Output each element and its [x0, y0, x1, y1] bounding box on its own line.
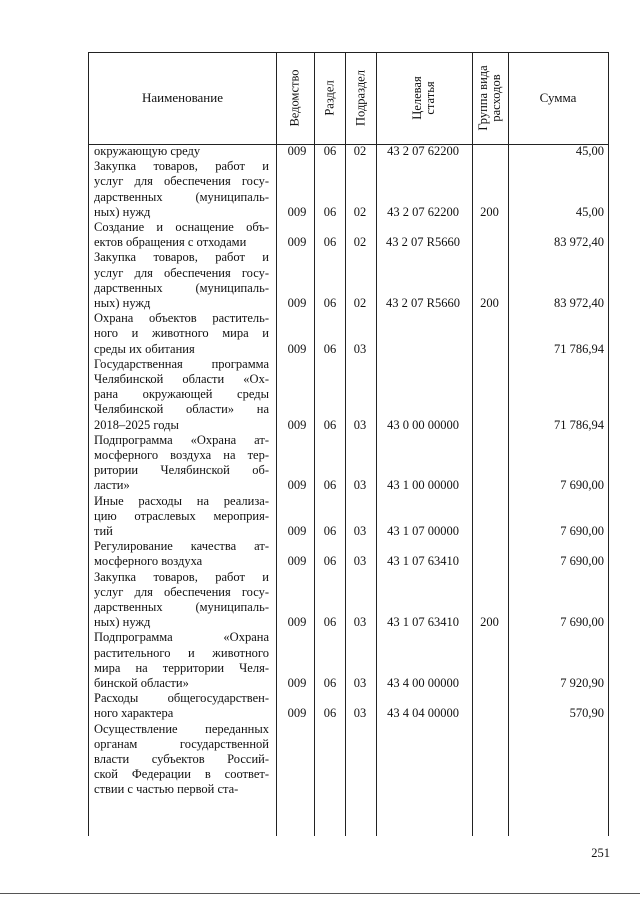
row-celevaya: 43 4 00 00000 — [387, 675, 459, 690]
row-name-line: услуг для обеспечения госу- — [94, 174, 269, 189]
row-podrazdel: 02 — [353, 144, 367, 158]
table-row — [89, 220, 608, 250]
header-gruppa-line2: расходов — [489, 74, 503, 122]
row-podrazdel: 02 — [353, 204, 367, 219]
row-summa: 7 690,00 — [560, 615, 604, 630]
row-name — [94, 159, 269, 220]
row-name — [94, 250, 269, 311]
budget-table — [88, 52, 609, 836]
row-vedomstvo: 009 — [287, 341, 307, 356]
row-name — [94, 722, 269, 798]
row-razdel: 06 — [323, 478, 337, 493]
row-podrazdel: 03 — [353, 478, 367, 493]
row-name-line: ской Федерации в соответ- — [94, 767, 269, 782]
table-row — [89, 144, 608, 159]
row-celevaya: 43 2 07 R5660 — [386, 295, 460, 310]
row-name-line: Государственная программа — [94, 356, 269, 371]
row-name-line: Закупка товаров, работ и — [94, 159, 269, 174]
row-name-line: среды их обитания — [94, 341, 195, 356]
row-name-line: Челябинской области «Ох- — [94, 372, 269, 386]
row-vedomstvo: 009 — [287, 523, 307, 538]
row-name-line: власти субъектов Россий- — [94, 752, 269, 766]
header-summa-text: Сумма — [539, 90, 577, 105]
row-summa: 570,90 — [569, 706, 604, 721]
row-podrazdel: 02 — [353, 295, 367, 310]
row-name — [94, 494, 269, 540]
row-name-line: Расходы общегосударствен- — [94, 691, 269, 706]
row-razdel: 06 — [323, 144, 337, 158]
header-celevaya-text — [411, 76, 437, 119]
table-row — [89, 250, 608, 311]
row-name-line: дарственных (муниципаль- — [94, 600, 269, 614]
header-celevaya-line1: Целевая — [410, 76, 424, 120]
row-podrazdel: 03 — [353, 341, 367, 356]
header-celevaya — [376, 52, 472, 144]
row-name-line: окружающую среду — [94, 144, 201, 158]
row-gruppa: 200 — [480, 295, 499, 310]
row-name-line: Иные расходы на реализа- — [94, 493, 269, 508]
row-vedomstvo: 009 — [287, 478, 307, 493]
row-name-line: ного характера — [94, 706, 174, 721]
row-vedomstvo: 009 — [287, 615, 307, 630]
row-name-line: ных) нужд — [94, 204, 151, 219]
row-celevaya: 43 0 00 00000 — [387, 417, 459, 432]
table-row — [89, 311, 608, 357]
row-razdel: 06 — [323, 417, 337, 432]
header-name-text: Наименование — [142, 90, 223, 105]
row-summa: 83 972,40 — [554, 235, 604, 250]
row-celevaya: 43 4 04 00000 — [387, 706, 459, 721]
row-celevaya: 43 1 07 63410 — [387, 554, 459, 569]
header-podrazdel-text: Подраздел — [353, 70, 367, 126]
header-celevaya-line2: статья — [423, 81, 437, 115]
row-summa: 7 920,90 — [560, 675, 604, 690]
row-name-line: рана окружающей среды — [94, 387, 269, 402]
row-name-line: ствии с частью первой ста- — [94, 782, 239, 797]
table-row — [89, 433, 608, 494]
table-row — [89, 539, 608, 569]
header-vedomstvo — [276, 52, 314, 144]
row-razdel: 06 — [323, 675, 337, 690]
row-name-line: Осуществление переданных — [94, 721, 269, 736]
row-name — [94, 630, 269, 691]
row-name — [94, 220, 269, 250]
row-podrazdel: 03 — [353, 615, 367, 630]
row-vedomstvo: 009 — [287, 144, 307, 158]
row-razdel: 06 — [323, 615, 337, 630]
row-name-line: услуг для обеспечения госу- — [94, 584, 269, 599]
row-name-line: тий — [94, 524, 113, 538]
row-summa: 83 972,40 — [554, 295, 604, 310]
row-name — [94, 570, 269, 631]
row-podrazdel: 03 — [353, 523, 367, 538]
row-celevaya: 43 1 07 63410 — [387, 615, 459, 630]
header-vedomstvo-text: Ведомство — [287, 69, 302, 127]
header-summa — [508, 52, 608, 144]
header-razdel-text: Раздел — [322, 80, 336, 116]
row-name — [94, 144, 269, 159]
row-summa: 45,00 — [575, 204, 604, 219]
footer-rule — [0, 893, 640, 894]
row-podrazdel: 03 — [353, 554, 367, 569]
page-number: 251 — [591, 846, 610, 860]
row-name — [94, 539, 269, 569]
row-name-line: мосферного воздуха на тер- — [94, 448, 269, 462]
table-row — [89, 570, 608, 631]
header-gruppa — [472, 52, 508, 144]
table-row — [89, 494, 608, 540]
row-razdel: 06 — [323, 295, 337, 310]
row-name-line: Создание и оснащение объ- — [94, 220, 269, 234]
row-name-line: ектов обращения с отходами — [94, 235, 247, 250]
row-vedomstvo: 009 — [287, 295, 307, 310]
row-summa: 7 690,00 — [560, 523, 604, 538]
row-name-line: Подпрограмма «Охрана ат- — [94, 432, 269, 447]
header-podrazdel — [345, 52, 376, 144]
row-razdel: 06 — [323, 523, 337, 538]
row-name-line: бинской области» — [94, 676, 189, 690]
row-name-line: услуг для обеспечения госу- — [94, 265, 269, 280]
row-name-line: дарственных (муниципаль- — [94, 280, 269, 295]
row-name-line: ного и животного мира и — [94, 326, 269, 341]
row-gruppa: 200 — [480, 204, 499, 219]
row-name — [94, 311, 269, 357]
row-vedomstvo: 009 — [287, 235, 307, 250]
row-celevaya: 43 2 07 R5660 — [386, 235, 460, 250]
row-razdel: 06 — [323, 706, 337, 721]
row-podrazdel: 03 — [353, 417, 367, 432]
row-name-line: растительного и животного — [94, 645, 269, 660]
row-name-line: мира на территории Челя- — [94, 660, 269, 675]
table-row — [89, 159, 608, 220]
table-row — [89, 691, 608, 721]
row-gruppa: 200 — [480, 615, 499, 630]
row-name-line: Регулирование качества ат- — [94, 539, 269, 554]
row-razdel: 06 — [323, 204, 337, 219]
row-name-line: Закупка товаров, работ и — [94, 250, 269, 265]
row-vedomstvo: 009 — [287, 417, 307, 432]
row-razdel: 06 — [323, 341, 337, 356]
row-name-line: Охрана объектов раститель- — [94, 311, 269, 326]
row-vedomstvo: 009 — [287, 706, 307, 721]
row-vedomstvo: 009 — [287, 675, 307, 690]
row-vedomstvo: 009 — [287, 204, 307, 219]
row-podrazdel: 03 — [353, 675, 367, 690]
row-name-line: Челябинской области» на — [94, 402, 269, 417]
row-podrazdel: 03 — [353, 706, 367, 721]
header-razdel — [314, 52, 345, 144]
row-summa: 71 786,94 — [554, 341, 604, 356]
row-name-line: органам государственной — [94, 736, 269, 751]
header-gruppa-line1: Группа вида — [476, 65, 490, 131]
row-name-line: цию отраслевых мероприя- — [94, 508, 269, 523]
row-name-line: Закупка товаров, работ и — [94, 569, 269, 584]
row-celevaya: 43 2 07 62200 — [387, 204, 459, 219]
row-razdel: 06 — [323, 235, 337, 250]
row-name — [94, 433, 269, 494]
row-vedomstvo: 009 — [287, 554, 307, 569]
header-name — [89, 52, 276, 144]
row-name-line: дарственных (муниципаль- — [94, 189, 269, 204]
row-summa: 45,00 — [575, 144, 604, 158]
table-row — [89, 630, 608, 691]
row-name-line: Подпрограмма «Охрана — [94, 630, 269, 645]
row-summa: 71 786,94 — [554, 417, 604, 432]
row-name — [94, 691, 269, 721]
row-name-line: ных) нужд — [94, 296, 151, 310]
row-celevaya: 43 2 07 62200 — [387, 144, 459, 158]
row-podrazdel: 02 — [353, 235, 367, 250]
table-row — [89, 357, 608, 433]
header-gruppa-text — [477, 65, 503, 130]
row-summa: 7 690,00 — [560, 478, 604, 493]
row-name-line: 2018–2025 годы — [94, 417, 179, 432]
row-name-line: ласти» — [94, 478, 130, 493]
row-razdel: 06 — [323, 554, 337, 569]
row-celevaya: 43 1 00 00000 — [387, 478, 459, 493]
table-row — [89, 722, 608, 798]
row-name-line: ритории Челябинской об- — [94, 463, 269, 478]
row-name-line: ных) нужд — [94, 615, 151, 630]
row-name — [94, 357, 269, 433]
row-summa: 7 690,00 — [560, 554, 604, 569]
row-name-line: мосферного воздуха — [94, 554, 203, 569]
row-celevaya: 43 1 07 00000 — [387, 523, 459, 538]
